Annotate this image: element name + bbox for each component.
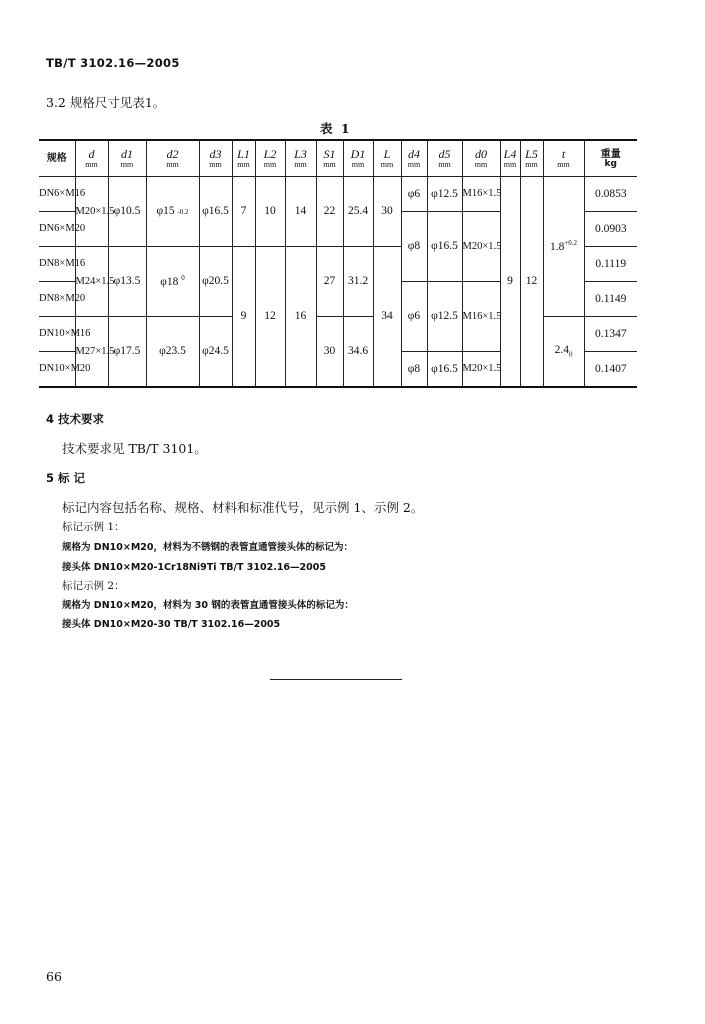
cell-L3: 14 <box>285 177 316 247</box>
cell-d3: φ24.5 <box>199 317 232 388</box>
cell-d0: M20×1.5 <box>462 352 500 388</box>
example-1-description: 规格为 DN10×M20，材料为不锈钢的表管直通管接头体的标记为： <box>62 542 353 553</box>
col-header-L2: L2 mm <box>255 140 285 177</box>
table-row <box>39 177 637 212</box>
col-header-D1: D1 mm <box>343 140 373 177</box>
cell-weight: 0.0903 <box>584 212 637 247</box>
cell-d4: φ6 <box>401 282 427 352</box>
table-row <box>39 317 637 352</box>
cell-d3: φ20.5 <box>199 247 232 317</box>
cell-t: $1.8^{+0.2}$ <box>543 177 584 317</box>
cell-d5: φ16.5 <box>427 212 462 282</box>
col-header-L4: L4 mm <box>500 140 520 177</box>
cell-L4: 9 <box>500 177 520 388</box>
cell-d5: φ12.5 <box>427 177 462 212</box>
cell-d4: φ8 <box>401 352 427 388</box>
page-number: 66 <box>46 969 62 984</box>
cell-d0: M16×1.5 <box>462 177 500 212</box>
cell-S1: 27 <box>316 247 343 317</box>
col-header-d0: d0 mm <box>462 140 500 177</box>
table-caption: 表 1 <box>320 121 352 136</box>
col-header-d4: d4 mm <box>401 140 427 177</box>
cell-weight: 0.1149 <box>584 282 637 317</box>
cell-d4: φ6 <box>401 177 427 212</box>
col-header-d1: d1 mm <box>108 140 146 177</box>
standard-code-header: TB/T 3102.16—2005 <box>46 56 180 70</box>
cell-weight: 0.1119 <box>584 247 637 282</box>
example-2-label: 标记示例 2： <box>62 580 125 592</box>
cell-d: M27×1.5 <box>75 317 108 388</box>
cell-L1: 9 <box>232 247 255 388</box>
cell-spec: DN8×M20 <box>39 282 75 317</box>
cell-spec: DN6×M20 <box>39 212 75 247</box>
cell-d2: φ23.5 <box>146 317 199 388</box>
cell-d1: φ17.5 <box>108 317 146 388</box>
tolerance: -0.2 <box>177 208 189 217</box>
tolerance: 0 <box>568 350 573 359</box>
cell-d4: φ8 <box>401 212 427 282</box>
col-header-L1: L1 mm <box>232 140 255 177</box>
cell-d5: φ12.5 <box>427 282 462 352</box>
cell-spec: DN10×M20 <box>39 352 75 388</box>
cell-d1: φ10.5 <box>108 177 146 247</box>
cell-d: M24×1.5 <box>75 247 108 317</box>
example-1-label: 标记示例 1： <box>62 521 125 533</box>
cell-spec: DN6×M16 <box>39 177 75 212</box>
section-5-paragraph: 标记内容包括名称、规格、材料和标准代号，见示例 1、示例 2。 <box>62 500 424 515</box>
tolerance: +0.2 <box>564 239 578 248</box>
col-header-d: d mm <box>75 140 108 177</box>
col-header-t: t mm <box>543 140 584 177</box>
cell-D1: 34.6 <box>343 317 373 388</box>
col-header-S1: S1 mm <box>316 140 343 177</box>
cell-S1: 22 <box>316 177 343 247</box>
col-header-d3: d3 mm <box>199 140 232 177</box>
cell-L5: 12 <box>520 177 543 388</box>
col-header-L5: L5 mm <box>520 140 543 177</box>
cell-d2: φ15 -0.2 <box>146 177 199 247</box>
cell-L3: 16 <box>285 247 316 388</box>
example-1-marking: 接头体 DN10×M20-1Cr18Ni9Ti TB/T 3102.16—2005 <box>62 562 326 573</box>
cell-weight: 0.1407 <box>584 352 637 388</box>
cell-d: M20×1.5 <box>75 177 108 247</box>
col-header-L3: L3 mm <box>285 140 316 177</box>
section-5-title: 5 标 记 <box>46 471 86 485</box>
cell-L1: 7 <box>232 177 255 247</box>
cell-weight: 0.0853 <box>584 177 637 212</box>
col-header-d2: d2 mm <box>146 140 199 177</box>
cell-L2: 10 <box>255 177 285 247</box>
spec-dimensions-table <box>39 139 637 388</box>
end-divider <box>270 679 402 680</box>
cell-d0: M16×1.5 <box>462 282 500 352</box>
cell-D1: 25.4 <box>343 177 373 247</box>
table-header-row <box>39 140 637 177</box>
col-header-weight: 重量 kg <box>584 140 637 177</box>
section-4-text: 技术要求见 TB/T 3101。 <box>62 441 207 456</box>
col-header-L: L mm <box>373 140 401 177</box>
cell-t: $2.4_0$ <box>543 317 584 388</box>
example-2-marking: 接头体 DN10×M20-30 TB/T 3102.16—2005 <box>62 619 281 630</box>
example-2-description: 规格为 DN10×M20，材料为 30 钢的表管直通管接头体的标记为： <box>62 600 354 611</box>
cell-L2: 12 <box>255 247 285 388</box>
section-4-title: 4 技术要求 <box>46 412 105 426</box>
cell-S1: 30 <box>316 317 343 388</box>
cell-L: 34 <box>373 247 401 388</box>
cell-weight: 0.1347 <box>584 317 637 352</box>
col-header-spec: 规格 <box>39 140 75 177</box>
cell-d2: φ18 $^0$ <box>146 247 199 317</box>
cell-D1: 31.2 <box>343 247 373 317</box>
cell-d1: φ13.5 <box>108 247 146 317</box>
cell-d5: φ16.5 <box>427 352 462 388</box>
cell-d3: φ16.5 <box>199 177 232 247</box>
col-header-d5: d5 mm <box>427 140 462 177</box>
cell-L: 30 <box>373 177 401 247</box>
cell-spec: DN8×M16 <box>39 247 75 282</box>
section-3-2-text: 3.2 规格尺寸见表1。 <box>46 95 166 110</box>
cell-spec: DN10×M16 <box>39 317 75 352</box>
cell-d0: M20×1.5 <box>462 212 500 282</box>
tolerance: 0 <box>181 274 185 283</box>
